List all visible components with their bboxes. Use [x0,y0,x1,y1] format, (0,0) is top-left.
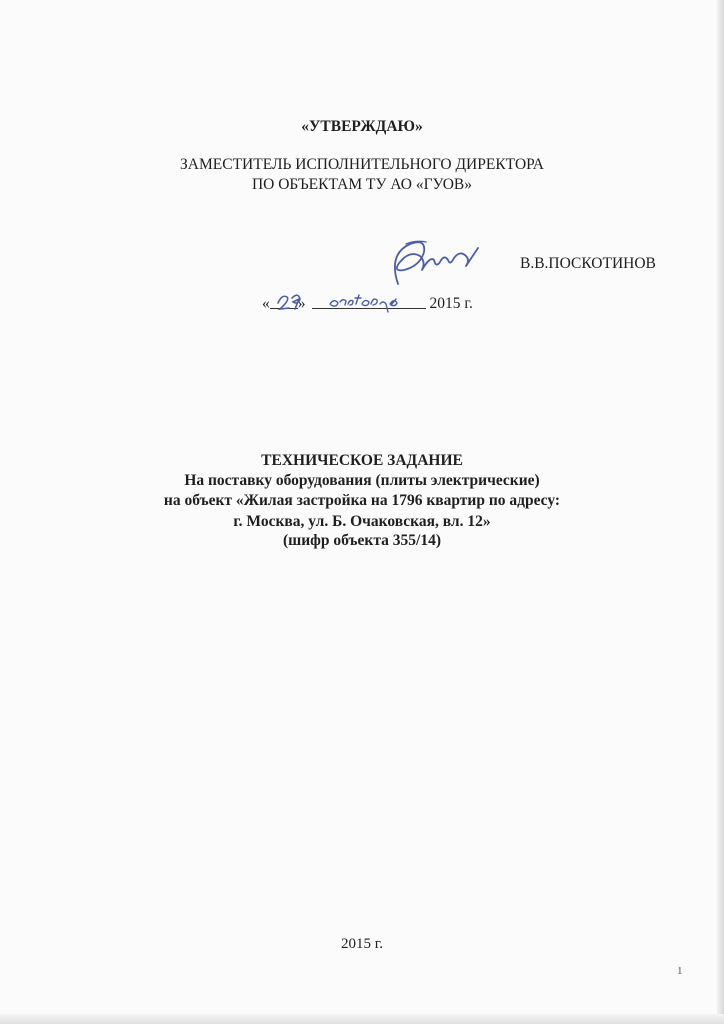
page-number: 1 [677,965,683,977]
approver-position-line-2: ПО ОБЪЕКТАМ ТУ АО «ГУОВ» [251,176,473,193]
spec-subject-line-3: г. Москва, ул. Б. Очаковская, вл. 12» [233,513,491,530]
approver-position-line-1: ЗАМЕСТИТЕЛЬ ИСПОЛНИТЕЛЬНОГО ДИРЕКТОРА [180,156,544,173]
spec-subject-line-2: на объект «Жилая застройка на 1796 квартир по адресу: [163,492,561,509]
handwritten-signature-and-date [270,232,490,322]
spec-object-code: (шифр объекта 355/14) [282,532,441,549]
page-edge-shadow [717,0,724,1024]
spec-subject-line-1: На поставку оборудования (плиты электрические) [184,472,540,489]
spec-title: ТЕХНИЧЕСКОЕ ЗАДАНИЕ [261,452,463,469]
footer-year: 2015 г. [341,936,383,952]
date-open-quote: « [262,295,270,312]
date-year: 2015 г. [429,295,473,312]
date-close-quote: » [297,295,306,312]
page-bottom-edge [0,1014,724,1024]
signer-name: В.В.ПОСКОТИНОВ [520,255,656,272]
approval-title: «УТВЕРЖДАЮ» [301,118,423,135]
